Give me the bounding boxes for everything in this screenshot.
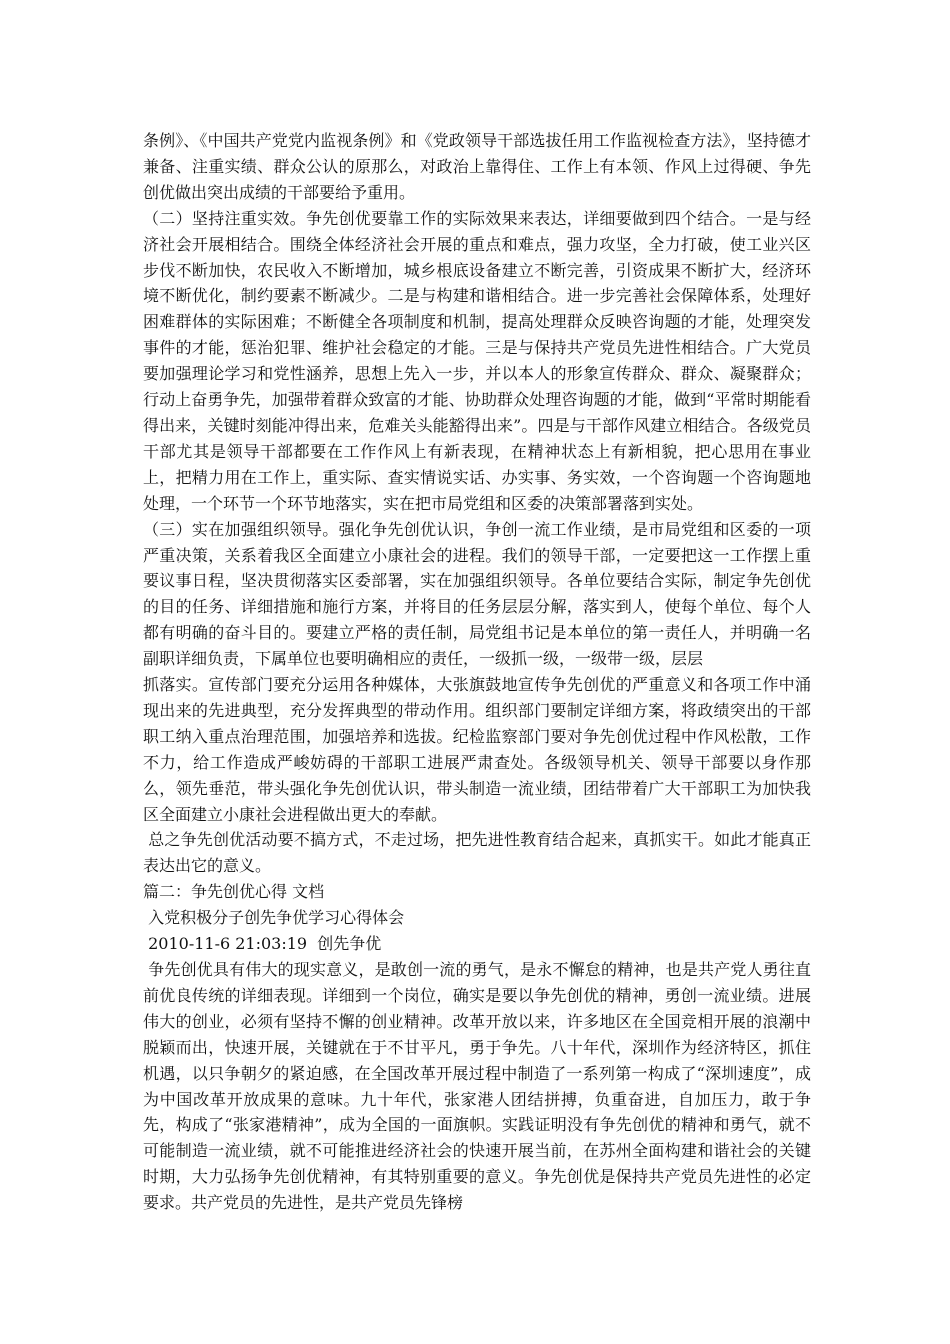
article-title: 入党积极分子创先争优学习心得体会 — [143, 908, 405, 928]
paragraph-section-two: （二）坚持注重实效。争先创优要靠工作的实际效果来表达，详细要做到四个结合。一是与经济社会开展相结合。围绕全体经济社会开展的重点和难点，强力攻坚，全力打破，使工业兴区步伐不断加快，农民收入不断增加，城乡根底设备建立不断完善，引资成果不断扩大，经济环境不断优化，制约要素不断减少。二是与构建和谐相结合。进一步完善社会保障体系，处理好困难群体的实际困难；不断健全各项制度和机制，提高处理群众反映咨询题的才能，处理突发事件的才能，惩治犯罪、维护社会稳定的才能。三是与保持共产党员先进性相结合。广大党员要加强理论学习和党性涵养，思想上先入一步，并以本人的形象宣传群众、群众、凝聚群众；行动上奋勇争先，加强带着群众致富的才能、协助群众处理咨询题的才能，做到“平常时期能看得出来，关键时刻能冲得出来，危难关头能豁得出来”。四是与干部作风建立相结合。各级党员干部尤其是领导干部都要在工作作风上有新表现，在精神状态上有新相貌，把心思用在事业上，把精力用在工作上，重实际、查实情说实话、办实事、务实效，一个咨询题一个咨询题地处理，一个环节一个环节地落实，实在把市局党组和区委的决策部署落到实处。 — [143, 208, 811, 513]
document-page — [143, 128, 811, 1216]
paragraph-appointment-regulations: 条例》、《中国共产党党内监视条例》和《党政领导干部选拔任用工作监视检查方法》，坚持德才兼备、注重实绩、群众公认的原那么，对政治上靠得住、工作上有本领、作风上过得硬、争先创优做出突出成绩的干部要给予重用。 — [143, 131, 811, 202]
paragraph-conclusion: 总之争先创优活动要不搞方式，不走过场，把先进性教育结合起来，真抓实干。如此才能真正表达出它的意义。 — [143, 830, 811, 876]
article-timestamp: 2010-11-6 21:03:19 创先争优 — [143, 934, 382, 954]
paragraph-section-three: （三）实在加强组织领导。强化争先创优认识，争创一流工作业绩，是市局党组和区委的一项严重决策，关系着我区全面建立小康社会的进程。我们的领导干部，一定要把这一工作摆上重要议事日程，坚决贯彻落实区委部署，实在加强组织领导。各单位要结合实际，制定争先创优的目的任务、详细措施和施行方案，并将目的任务层层分解，落实到人，使每个单位、每个人都有明确的奋斗目的。要建立严格的责任制，局党组书记是本单位的第一责任人，并明确一名副职详细负责，下属单位也要明确相应的责任，一级抓一级，一级带一级，层层 — [143, 519, 811, 669]
section-heading-part-two: 篇二：争先创优心得 文档 — [143, 882, 325, 902]
paragraph-implementation: 抓落实。宣传部门要充分运用各种媒体，大张旗鼓地宣传争先创优的严重意义和各项工作中涌现出来的先进典型，充分发挥典型的带动作用。组织部门要制定详细方案，将政绩突出的干部职工纳入重点治理范围，加强培养和选拔。纪检监察部门要对争先创优过程中作风松散，工作不力，给工作造成严峻妨碍的干部职工进展严肃查处。各级领导机关、领导干部要以身作那么，领先垂范，带头强化争先创优认识，带头制造一流业绩，团结带着广大干部职工为加快我区全面建立小康社会进程做出更大的奉献。 — [143, 675, 811, 824]
paragraph-article-body: 争先创优具有伟大的现实意义，是敢创一流的勇气，是永不懈怠的精神，也是共产党人勇往直前优良传统的详细表现。详细到一个岗位，确实是要以争先创优的精神，勇创一流业绩。进展伟大的创业，必须有坚持不懈的创业精神。改革开放以来，许多地区在全国竞相开展的浪潮中脱颖而出，快速开展，关键就在于不甘平凡，勇于争先。八十年代，深圳作为经济特区，抓住机遇，以只争朝夕的紧迫感，在全国改革开展过程中制造了一系列第一构成了“深圳速度”，成为中国改革开放成果的意味。九十年代，张家港人团结拼搏，负重奋进，自加压力，敢于争先，构成了“张家港精神”，成为全国的一面旗帜。实践证明没有争先创优的精神和勇气，就不可能制造一流业绩，就不可能推进经济社会的快速开展当前，在苏州全面构建和谐社会的关键时期，大力弘扬争先创优精神，有其特别重要的意义。争先创优是保持共产党员先进性的必定要求。共产党员的先进性，是共产党员先锋榜 — [143, 960, 811, 1213]
